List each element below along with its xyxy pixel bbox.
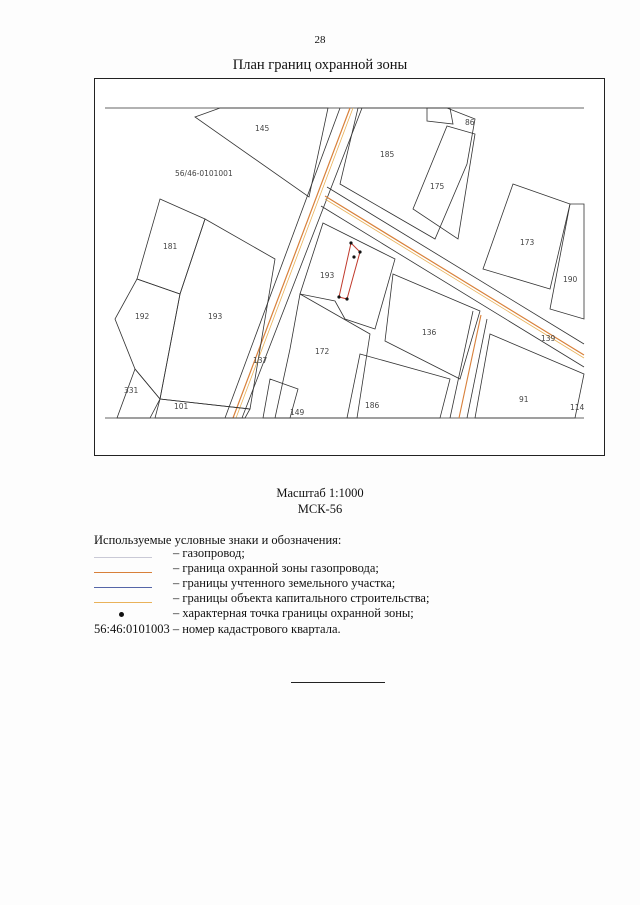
coordinate-system: МСК-56	[297, 502, 343, 516]
orange-line-icon	[94, 561, 152, 577]
page-title: План границ охранной зоны	[232, 57, 408, 73]
parcel-label: 172	[315, 347, 330, 356]
quarter-label: 56/46-0101001	[175, 169, 233, 178]
parcel-label: 145	[255, 124, 270, 133]
parcel-label: 331	[124, 386, 139, 395]
parcel-label: 114	[570, 403, 585, 412]
dot-icon	[94, 606, 152, 622]
page-number: 28	[314, 34, 326, 46]
legend-item-protection-boundary	[94, 561, 594, 577]
parcel-label: 173	[520, 238, 535, 247]
gas-zone-line-diagonal	[325, 196, 584, 355]
blue-line-icon	[94, 576, 152, 592]
thin-line-icon	[94, 546, 152, 562]
legend-item-boundary-point	[94, 606, 594, 622]
amber-line-icon	[94, 591, 152, 607]
legend-item-gas-pipeline	[94, 546, 594, 562]
parcel-label: 186	[365, 401, 380, 410]
parcel-label: 181	[163, 242, 178, 251]
parcel-label: 192	[135, 312, 150, 321]
legend-item-land-parcel	[94, 576, 594, 592]
legend-item-label: – характерная точка границы охранной зоны;	[173, 606, 414, 620]
legend-item-label: – границы объекта капитального строительства;	[173, 591, 430, 605]
legend-item-label: – газопровод;	[173, 546, 245, 560]
parcel-label: 137	[253, 356, 268, 365]
parcel-label: 185	[380, 150, 395, 159]
cadastral-map	[94, 78, 605, 456]
gas-zone-line-main	[233, 108, 350, 418]
legend-item-label: – границы учтенного земельного участка;	[173, 576, 396, 590]
legend-item-building	[94, 591, 594, 607]
road-secondary	[450, 311, 487, 418]
road-main	[225, 108, 362, 418]
parcel-label: 139	[541, 334, 556, 343]
parcel-label: 91	[519, 395, 529, 404]
parcel-boundaries	[115, 108, 584, 418]
legend-item-label: – граница охранной зоны газопровода;	[173, 561, 379, 575]
parcel-label: 149	[290, 408, 305, 417]
parcel-label: 193	[208, 312, 223, 321]
parcel-label: 136	[422, 328, 437, 337]
legend-quarter-code: 56:46:0101003 – номер кадастрового квартала.	[94, 622, 341, 636]
gas-zone-line-main-2	[236, 108, 353, 418]
parcel-label: 193	[320, 271, 335, 280]
signature-line	[291, 682, 385, 683]
protection-zone	[339, 243, 360, 299]
parcel-label: 175	[430, 182, 445, 191]
parcel-label: 86	[465, 118, 475, 127]
parcel-label: 101	[174, 402, 189, 411]
legend-title: Используемые условные знаки и обозначения:	[94, 533, 342, 547]
scale-text: Масштаб 1:1000	[276, 486, 364, 500]
parcel-label: 190	[563, 275, 578, 284]
